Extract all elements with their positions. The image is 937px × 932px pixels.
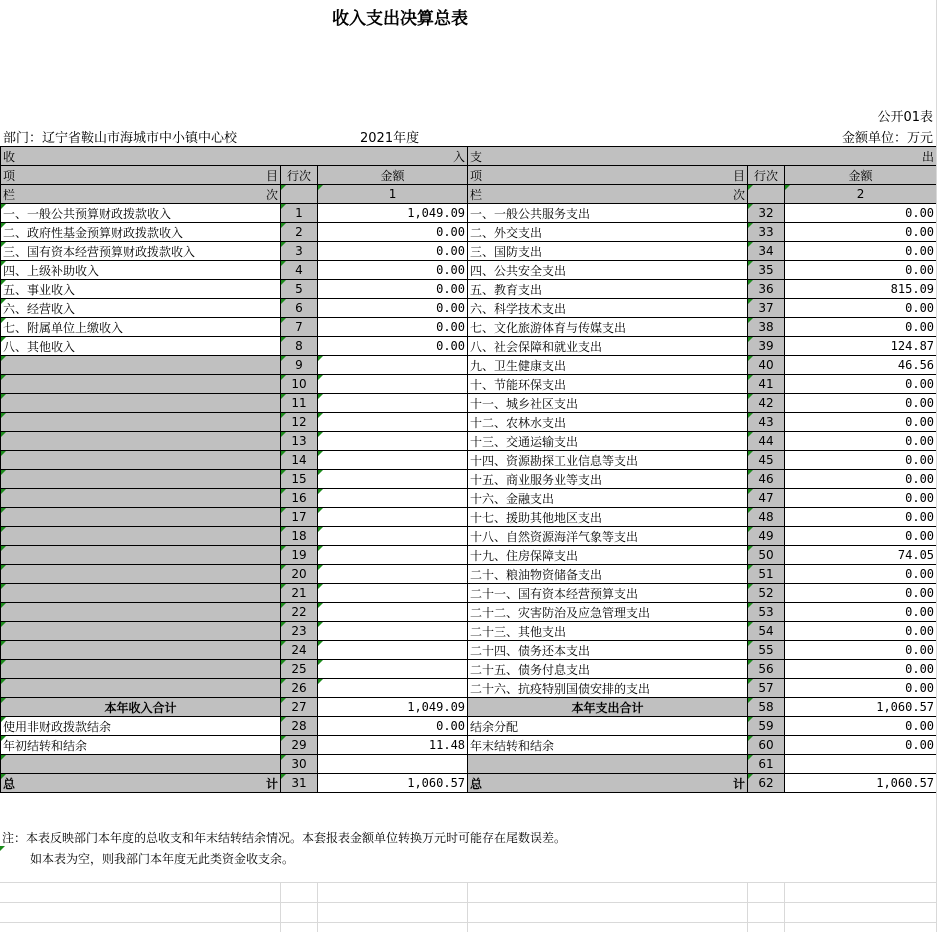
income-item-cell xyxy=(1,470,281,489)
expend-amount-cell: 0.00 xyxy=(785,603,937,622)
expend-amount-cell: 0.00 xyxy=(785,242,937,261)
income-row-number: 25 xyxy=(281,660,318,679)
income-row-number: 26 xyxy=(281,679,318,698)
income-item-cell xyxy=(1,489,281,508)
expend-item-cell: 二十六、抗疫特别国债安排的支出 xyxy=(468,679,748,698)
total-right: 计 xyxy=(265,776,278,791)
table-row xyxy=(1,242,937,261)
income-row-number: 6 xyxy=(281,299,318,318)
footnote-2: 如本表为空，则我部门本年度无此类资金收支余。 xyxy=(30,852,295,866)
amount-unit: 金额单位：万元 xyxy=(841,131,933,146)
income-amount-cell xyxy=(318,641,468,660)
table-row xyxy=(1,432,937,451)
col-right: 次 xyxy=(733,187,746,202)
expend-item-cell: 四、公共安全支出 xyxy=(468,261,748,280)
expend-item-cell: 十、节能环保支出 xyxy=(468,375,748,394)
income-amount-cell xyxy=(318,546,468,565)
table-row xyxy=(1,584,937,603)
income-item-cell: 七、附属单位上缴收入 xyxy=(1,318,281,337)
income-item-cell xyxy=(1,603,281,622)
expend-row-number: 57 xyxy=(748,679,785,698)
expend-item-cell: 九、卫生健康支出 xyxy=(468,356,748,375)
table-row xyxy=(1,717,937,736)
table-row xyxy=(1,679,937,698)
income-item-cell xyxy=(1,584,281,603)
income-row-number: 10 xyxy=(281,375,318,394)
income-row-number: 29 xyxy=(281,736,318,755)
expend-row-number: 61 xyxy=(748,755,785,774)
expend-col-index-blank xyxy=(748,185,785,204)
expend-row-number: 49 xyxy=(748,527,785,546)
table-row xyxy=(1,755,937,774)
income-item-cell: 本年收入合计 xyxy=(1,698,281,717)
expend-amount-cell: 0.00 xyxy=(785,261,937,280)
expend-amount-cell: 0.00 xyxy=(785,432,937,451)
table-row xyxy=(1,603,937,622)
expend-row-number: 58 xyxy=(748,698,785,717)
income-amount-cell xyxy=(318,622,468,641)
expend-row-number: 44 xyxy=(748,432,785,451)
income-amount-cell: 0.00 xyxy=(318,242,468,261)
expend-row-number: 42 xyxy=(748,394,785,413)
expend-row-number: 36 xyxy=(748,280,785,299)
expend-row-number: 56 xyxy=(748,660,785,679)
expend-item-cell: 六、科学技术支出 xyxy=(468,299,748,318)
income-item-cell xyxy=(1,413,281,432)
gridline xyxy=(467,882,468,932)
income-amount-cell: 0.00 xyxy=(318,223,468,242)
table-row xyxy=(1,337,937,356)
expend-amount-cell: 0.00 xyxy=(785,375,937,394)
expend-row-number: 35 xyxy=(748,261,785,280)
expend-amount-header: 金额 xyxy=(785,166,937,185)
income-header-left: 收 xyxy=(3,149,16,164)
income-row-number: 4 xyxy=(281,261,318,280)
table-row xyxy=(1,622,937,641)
income-total-rowno: 31 xyxy=(281,774,318,793)
expend-row-number: 50 xyxy=(748,546,785,565)
expend-item-cell: 二十五、债务付息支出 xyxy=(468,660,748,679)
income-row-number: 20 xyxy=(281,565,318,584)
expend-item-cell: 二十、粮油物资储备支出 xyxy=(468,565,748,584)
income-item-cell xyxy=(1,755,281,774)
column-header-row xyxy=(1,166,937,185)
table-row xyxy=(1,641,937,660)
income-amount-cell xyxy=(318,356,468,375)
income-row-number: 22 xyxy=(281,603,318,622)
gridline xyxy=(0,902,937,903)
expend-amount-cell: 0.00 xyxy=(785,736,937,755)
income-item-cell xyxy=(1,394,281,413)
table-row xyxy=(1,565,937,584)
expend-row-number: 41 xyxy=(748,375,785,394)
income-row-number: 14 xyxy=(281,451,318,470)
expend-amount-cell: 0.00 xyxy=(785,223,937,242)
expend-item-cell: 十九、住房保障支出 xyxy=(468,546,748,565)
expend-row-number: 38 xyxy=(748,318,785,337)
income-amount-cell xyxy=(318,489,468,508)
income-item-cell xyxy=(1,641,281,660)
expend-amount-cell: 0.00 xyxy=(785,413,937,432)
income-amount-cell: 0.00 xyxy=(318,717,468,736)
income-row-number: 16 xyxy=(281,489,318,508)
income-amount-cell xyxy=(318,413,468,432)
expend-item-cell: 十六、金融支出 xyxy=(468,489,748,508)
income-amount-cell xyxy=(318,679,468,698)
income-row-number: 11 xyxy=(281,394,318,413)
page-title: 收入支出决算总表 xyxy=(332,9,468,29)
income-amount-cell: 0.00 xyxy=(318,299,468,318)
income-col-index: 1 xyxy=(318,185,468,204)
income-amount-cell xyxy=(318,375,468,394)
income-item-cell: 年初结转和结余 xyxy=(1,736,281,755)
col-left: 栏 xyxy=(3,187,16,202)
income-item-cell: 一、一般公共预算财政拨款收入 xyxy=(1,204,281,223)
expend-item-cell: 一、一般公共服务支出 xyxy=(468,204,748,223)
gridline xyxy=(0,882,937,883)
income-item-header xyxy=(1,166,281,185)
expend-item-cell: 二十三、其他支出 xyxy=(468,622,748,641)
income-row-number: 17 xyxy=(281,508,318,527)
expend-row-number: 40 xyxy=(748,356,785,375)
expend-amount-cell: 1,060.57 xyxy=(785,698,937,717)
income-amount-cell: 1,049.09 xyxy=(318,204,468,223)
form-number: 公开01表 xyxy=(877,110,933,125)
income-amount-cell xyxy=(318,603,468,622)
expend-row-number: 54 xyxy=(748,622,785,641)
expend-item-cell: 年末结转和结余 xyxy=(468,736,748,755)
expend-item-cell: 二、外交支出 xyxy=(468,223,748,242)
expend-row-number: 34 xyxy=(748,242,785,261)
expend-header-right: 出 xyxy=(922,149,935,164)
expend-amount-cell: 74.05 xyxy=(785,546,937,565)
expend-total-rowno: 62 xyxy=(748,774,785,793)
income-amount-cell xyxy=(318,394,468,413)
income-row-number: 7 xyxy=(281,318,318,337)
expend-amount-cell: 0.00 xyxy=(785,717,937,736)
expend-amount-cell: 0.00 xyxy=(785,679,937,698)
comment-marker xyxy=(0,846,5,851)
gridline xyxy=(784,882,785,932)
expend-item-cell: 三、国防支出 xyxy=(468,242,748,261)
income-item-cell xyxy=(1,451,281,470)
income-row-number: 23 xyxy=(281,622,318,641)
expend-col-index-label xyxy=(468,185,748,204)
expend-row-number: 32 xyxy=(748,204,785,223)
expend-amount-cell: 0.00 xyxy=(785,565,937,584)
footnote-1: 注：本表反映部门本年度的总收支和年末结转结余情况。本套报表金额单位转换万元时可能存在尾数误差。 xyxy=(2,831,567,845)
income-amount-cell xyxy=(318,451,468,470)
table-row xyxy=(1,280,937,299)
income-row-number: 15 xyxy=(281,470,318,489)
section-header-row xyxy=(1,147,937,166)
income-row-number: 19 xyxy=(281,546,318,565)
expend-col-index: 2 xyxy=(785,185,937,204)
income-amount-cell: 0.00 xyxy=(318,261,468,280)
gridline xyxy=(747,882,748,932)
gridline xyxy=(317,882,318,932)
subtotal-row xyxy=(1,698,937,717)
table-row xyxy=(1,527,937,546)
income-row-number: 13 xyxy=(281,432,318,451)
table-row xyxy=(1,470,937,489)
table-row xyxy=(1,394,937,413)
income-col-index-label xyxy=(1,185,281,204)
expend-amount-cell: 0.00 xyxy=(785,660,937,679)
summary-table xyxy=(0,146,937,793)
total-left: 总 xyxy=(470,776,483,791)
expend-item-cell: 十七、援助其他地区支出 xyxy=(468,508,748,527)
table-row xyxy=(1,318,937,337)
total-right: 计 xyxy=(733,776,746,791)
income-amount-cell xyxy=(318,432,468,451)
col-left: 栏 xyxy=(470,187,483,202)
income-item-cell: 五、事业收入 xyxy=(1,280,281,299)
expend-row-number: 51 xyxy=(748,565,785,584)
expend-amount-cell: 0.00 xyxy=(785,470,937,489)
expend-amount-cell: 0.00 xyxy=(785,451,937,470)
expend-amount-cell: 0.00 xyxy=(785,204,937,223)
expend-amount-cell: 0.00 xyxy=(785,641,937,660)
income-item-cell xyxy=(1,527,281,546)
income-total-label xyxy=(1,774,281,793)
expend-row-number: 53 xyxy=(748,603,785,622)
income-item-cell xyxy=(1,432,281,451)
income-row-number: 3 xyxy=(281,242,318,261)
income-item-cell: 六、经营收入 xyxy=(1,299,281,318)
expend-amount-cell: 0.00 xyxy=(785,508,937,527)
income-row-number: 9 xyxy=(281,356,318,375)
item-left: 项 xyxy=(3,168,16,183)
expend-amount-cell: 0.00 xyxy=(785,299,937,318)
expend-amount-cell: 0.00 xyxy=(785,394,937,413)
expenditure-section-header xyxy=(468,147,937,166)
income-amount-cell: 0.00 xyxy=(318,337,468,356)
expend-row-number: 39 xyxy=(748,337,785,356)
income-row-number: 5 xyxy=(281,280,318,299)
income-header-right: 入 xyxy=(453,149,466,164)
item-right: 目 xyxy=(265,168,278,183)
expend-amount-cell: 124.87 xyxy=(785,337,937,356)
expend-item-cell: 十二、农林水支出 xyxy=(468,413,748,432)
expend-item-cell: 五、教育支出 xyxy=(468,280,748,299)
table-row xyxy=(1,356,937,375)
income-item-cell: 二、政府性基金预算财政拨款收入 xyxy=(1,223,281,242)
expend-amount-cell xyxy=(785,755,937,774)
income-amount-cell xyxy=(318,527,468,546)
expend-amount-cell: 0.00 xyxy=(785,584,937,603)
income-amount-cell xyxy=(318,584,468,603)
income-item-cell xyxy=(1,356,281,375)
expend-row-number: 59 xyxy=(748,717,785,736)
expend-amount-cell: 46.56 xyxy=(785,356,937,375)
income-total-amount: 1,060.57 xyxy=(318,774,468,793)
expend-item-cell: 本年支出合计 xyxy=(468,698,748,717)
income-row-number: 27 xyxy=(281,698,318,717)
fiscal-year: 2021年度 xyxy=(360,131,420,146)
expend-row-number: 45 xyxy=(748,451,785,470)
table-row xyxy=(1,736,937,755)
table-row xyxy=(1,223,937,242)
income-item-cell xyxy=(1,375,281,394)
income-item-cell xyxy=(1,546,281,565)
income-section-header xyxy=(1,147,468,166)
income-row-number: 12 xyxy=(281,413,318,432)
expend-row-number: 48 xyxy=(748,508,785,527)
expend-item-cell: 十八、自然资源海洋气象等支出 xyxy=(468,527,748,546)
expend-item-cell: 十四、资源勘探工业信息等支出 xyxy=(468,451,748,470)
income-amount-cell xyxy=(318,660,468,679)
expend-amount-cell: 0.00 xyxy=(785,622,937,641)
department-label: 部门：辽宁省鞍山市海城市中小镇中心校 xyxy=(3,131,238,146)
item-left: 项 xyxy=(470,168,483,183)
expend-item-cell xyxy=(468,755,748,774)
expend-row-number: 52 xyxy=(748,584,785,603)
income-item-cell: 三、国有资本经营预算财政拨款收入 xyxy=(1,242,281,261)
income-amount-cell xyxy=(318,755,468,774)
income-amount-cell xyxy=(318,565,468,584)
income-amount-cell: 0.00 xyxy=(318,318,468,337)
table-row xyxy=(1,204,937,223)
income-rowno-header: 行次 xyxy=(281,166,318,185)
income-row-number: 21 xyxy=(281,584,318,603)
income-item-cell: 使用非财政拨款结余 xyxy=(1,717,281,736)
expend-row-number: 43 xyxy=(748,413,785,432)
income-row-number: 18 xyxy=(281,527,318,546)
expend-item-cell: 七、文化旅游体育与传媒支出 xyxy=(468,318,748,337)
income-amount-cell: 0.00 xyxy=(318,280,468,299)
income-item-cell xyxy=(1,679,281,698)
item-right: 目 xyxy=(733,168,746,183)
income-col-index-blank xyxy=(281,185,318,204)
expend-item-cell: 十五、商业服务业等支出 xyxy=(468,470,748,489)
expend-item-cell: 二十四、债务还本支出 xyxy=(468,641,748,660)
income-item-cell xyxy=(1,660,281,679)
table-row xyxy=(1,451,937,470)
income-row-number: 30 xyxy=(281,755,318,774)
expend-amount-cell: 0.00 xyxy=(785,527,937,546)
table-row xyxy=(1,546,937,565)
income-amount-cell: 1,049.09 xyxy=(318,698,468,717)
expend-amount-cell: 815.09 xyxy=(785,280,937,299)
income-item-cell xyxy=(1,622,281,641)
expend-row-number: 60 xyxy=(748,736,785,755)
income-item-cell: 四、上级补助收入 xyxy=(1,261,281,280)
expend-amount-cell: 0.00 xyxy=(785,318,937,337)
col-right: 次 xyxy=(265,187,278,202)
income-amount-cell xyxy=(318,470,468,489)
income-item-cell xyxy=(1,565,281,584)
table-row xyxy=(1,489,937,508)
expend-item-cell: 二十二、灾害防治及应急管理支出 xyxy=(468,603,748,622)
table-row xyxy=(1,508,937,527)
expend-row-number: 37 xyxy=(748,299,785,318)
income-item-cell: 八、其他收入 xyxy=(1,337,281,356)
total-row xyxy=(1,774,937,793)
total-left: 总 xyxy=(3,776,16,791)
income-amount-cell: 11.48 xyxy=(318,736,468,755)
gridline xyxy=(280,882,281,932)
expend-total-label xyxy=(468,774,748,793)
income-row-number: 24 xyxy=(281,641,318,660)
expend-row-number: 47 xyxy=(748,489,785,508)
table-row xyxy=(1,413,937,432)
income-amount-header: 金额 xyxy=(318,166,468,185)
expend-item-cell: 八、社会保障和就业支出 xyxy=(468,337,748,356)
table-row xyxy=(1,299,937,318)
income-amount-cell xyxy=(318,508,468,527)
income-item-cell xyxy=(1,508,281,527)
expend-row-number: 55 xyxy=(748,641,785,660)
income-row-number: 1 xyxy=(281,204,318,223)
expend-item-cell: 二十一、国有资本经营预算支出 xyxy=(468,584,748,603)
expend-item-header xyxy=(468,166,748,185)
expend-item-cell: 十一、城乡社区支出 xyxy=(468,394,748,413)
income-row-number: 28 xyxy=(281,717,318,736)
income-row-number: 2 xyxy=(281,223,318,242)
expend-rowno-header: 行次 xyxy=(748,166,785,185)
expend-row-number: 46 xyxy=(748,470,785,489)
expend-item-cell: 结余分配 xyxy=(468,717,748,736)
table-row xyxy=(1,660,937,679)
gridline xyxy=(0,922,937,923)
column-index-row xyxy=(1,185,937,204)
expend-total-amount: 1,060.57 xyxy=(785,774,937,793)
expend-amount-cell: 0.00 xyxy=(785,489,937,508)
expend-header-left: 支 xyxy=(470,149,483,164)
expend-row-number: 33 xyxy=(748,223,785,242)
expend-item-cell: 十三、交通运输支出 xyxy=(468,432,748,451)
table-row xyxy=(1,261,937,280)
income-row-number: 8 xyxy=(281,337,318,356)
table-row xyxy=(1,375,937,394)
